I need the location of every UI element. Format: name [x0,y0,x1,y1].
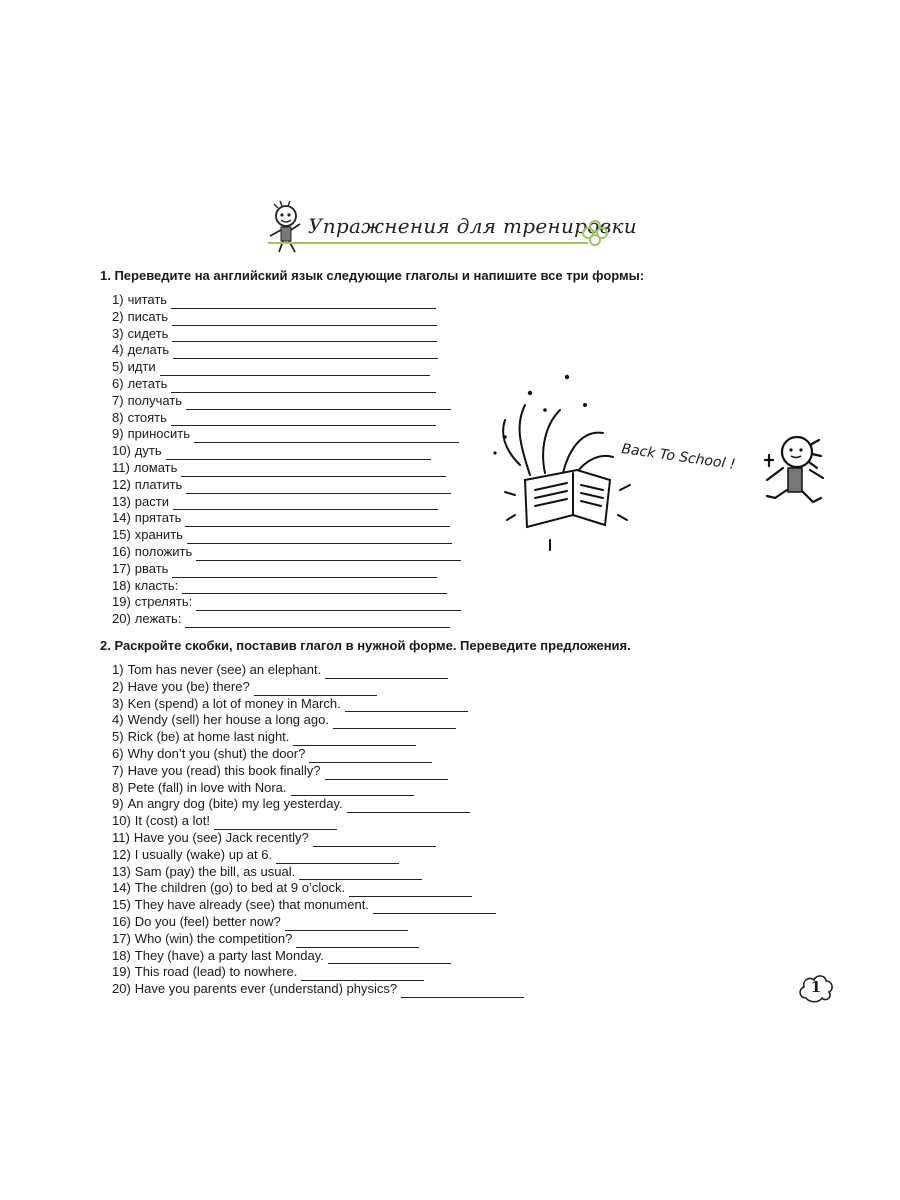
item-text: сидеть [127,325,169,341]
item-number: 6) [112,375,124,391]
illustration-caption: Back To School ! [620,441,737,473]
list-item [112,359,461,376]
answer-blank[interactable] [309,751,432,763]
section-banner [258,200,637,256]
item-text: Have you parents ever (understand) physics? [134,981,398,997]
list-item [112,292,461,309]
item-number: 2) [112,308,124,324]
exercise-2-list [112,662,524,998]
list-item [112,527,461,544]
item-number: 20) [112,611,131,627]
list-item [112,931,524,948]
list-item [112,712,524,729]
item-number: 12) [112,476,131,492]
item-number: 5) [112,729,124,745]
banner-underline [268,242,588,244]
answer-blank[interactable] [173,347,438,359]
item-text: приносить [127,426,190,442]
item-number: 6) [112,745,124,761]
item-text: дуть [134,443,162,459]
answer-blank[interactable] [172,330,437,342]
item-number: 13) [112,863,131,879]
item-number: 5) [112,359,124,375]
list-item [112,864,524,881]
answer-blank[interactable] [196,549,461,561]
item-number: 10) [112,813,131,829]
item-number: 11) [112,829,130,845]
answer-blank[interactable] [285,919,408,931]
item-text: положить [134,543,193,559]
item-number: 11) [112,459,130,475]
list-item [112,679,524,696]
answer-blank[interactable] [181,465,446,477]
list-item [112,561,461,578]
answer-blank[interactable] [173,498,438,510]
answer-blank[interactable] [345,700,468,712]
banner-title: Упражнения для тренировки [308,214,637,238]
item-number: 1) [112,662,124,677]
item-text: Have you (be) there? [127,678,250,694]
list-item [112,763,524,780]
item-number: 17) [112,560,131,576]
item-text: класть: [134,577,179,593]
answer-blank[interactable] [328,952,451,964]
item-number: 9) [112,796,124,812]
open-book-icon [485,365,635,555]
item-text: Rick (be) at home last night. [127,729,290,745]
item-text: Pete (fall) in love with Nora. [127,779,287,795]
list-item [112,948,524,965]
item-text: читать [127,292,168,307]
list-item [112,393,461,410]
item-text: расти [134,493,169,509]
item-number: 19) [112,964,131,980]
answer-blank[interactable] [182,582,447,594]
back-to-school-illustration [485,365,845,555]
list-item [112,796,524,813]
item-text: платить [134,476,183,492]
answer-blank[interactable] [299,868,422,880]
list-item [112,376,461,393]
answer-blank[interactable] [333,717,456,729]
list-item [112,746,524,763]
item-number: 14) [112,510,131,526]
item-number: 12) [112,846,131,862]
item-text: Ken (spend) a lot of money in March. [127,695,341,711]
item-text: I usually (wake) up at 6. [134,846,273,862]
answer-blank[interactable] [296,936,419,948]
answer-blank[interactable] [185,616,450,628]
list-item [112,830,524,847]
item-text: получать [127,392,183,408]
item-number: 13) [112,493,131,509]
item-text: Who (win) the competition? [134,930,293,946]
answer-blank[interactable] [185,515,450,527]
item-number: 1) [112,292,124,307]
list-item [112,342,461,359]
answer-blank[interactable] [325,667,448,679]
item-text: Have you (see) Jack recently? [133,829,309,845]
item-number: 4) [112,712,124,728]
item-text: Tom has never (see) an elephant. [127,662,322,677]
item-number: 16) [112,913,131,929]
item-text: Sam (pay) the bill, as usual. [134,863,296,879]
exercise-2-heading: 2. Раскройте скобки, поставив глагол в нужной форме. Переведите предложения. [100,638,631,653]
item-text: рвать [134,560,169,576]
list-item [112,309,461,326]
answer-blank[interactable] [254,684,377,696]
running-kid-icon [755,430,840,525]
answer-blank[interactable] [347,801,470,813]
list-item [112,981,524,998]
item-number: 15) [112,527,131,543]
item-number: 15) [112,897,131,913]
item-text: This road (lead) to nowhere. [134,964,298,980]
list-item [112,326,461,343]
list-item [112,897,524,914]
answer-blank[interactable] [194,431,459,443]
item-text: ломать [133,459,178,475]
item-number: 4) [112,342,124,358]
item-number: 16) [112,543,131,559]
list-item [112,544,461,561]
page-number-badge [796,970,836,1006]
answer-blank[interactable] [291,784,414,796]
answer-blank[interactable] [166,448,431,460]
answer-blank[interactable] [373,902,496,914]
answer-blank[interactable] [325,768,448,780]
item-text: It (cost) a lot! [134,813,210,829]
list-item [112,964,524,981]
item-text: стрелять: [134,594,193,610]
list-item [112,578,461,595]
list-item [112,594,461,611]
answer-blank[interactable] [214,818,337,830]
item-number: 18) [112,947,131,963]
flower-icon [580,216,610,250]
exercise-1-list [112,292,461,628]
answer-blank[interactable] [171,297,436,309]
answer-blank[interactable] [196,599,461,611]
exercise-1-heading: 1. Переведите на английский язык следующие глаголы и напишите все три формы: [100,268,645,283]
item-text: идти [127,359,156,375]
list-item [112,847,524,864]
answer-blank[interactable] [349,885,472,897]
item-number: 9) [112,426,124,442]
item-number: 20) [112,981,131,997]
list-item [112,611,461,628]
item-text: They (have) a party last Monday. [134,947,324,963]
item-text: Wendy (sell) her house a long ago. [127,712,329,728]
item-text: They have already (see) that monument. [134,897,369,913]
answer-blank[interactable] [186,482,451,494]
list-item [112,696,524,713]
list-item [112,662,524,679]
item-number: 10) [112,443,131,459]
answer-blank[interactable] [401,986,524,998]
item-text: An angry dog (bite) my leg yesterday. [127,796,343,812]
item-number: 19) [112,594,131,610]
list-item [112,426,461,443]
list-item [112,510,461,527]
item-text: летать [127,375,168,391]
list-item [112,914,524,931]
item-text: лежать: [134,611,182,627]
item-number: 8) [112,779,124,795]
list-item [112,477,461,494]
page-number: 1 [810,978,822,996]
item-number: 3) [112,695,124,711]
stick-figure-icon [258,200,308,256]
item-text: Why don’t you (shut) the door? [127,745,306,761]
item-text: хранить [134,527,183,543]
item-text: The children (go) to bed at 9 o’clock. [134,880,346,896]
item-text: Have you (read) this book finally? [127,762,321,778]
list-item [112,460,461,477]
answer-blank[interactable] [172,314,437,326]
list-item [112,780,524,797]
answer-blank[interactable] [187,532,452,544]
item-text: писать [127,308,169,324]
item-text: прятать [134,510,182,526]
list-item [112,410,461,427]
answer-blank[interactable] [276,852,399,864]
list-item [112,813,524,830]
answer-blank[interactable] [313,835,436,847]
item-number: 14) [112,880,131,896]
list-item [112,494,461,511]
item-number: 8) [112,409,124,425]
item-text: делать [127,342,170,358]
list-item [112,729,524,746]
answer-blank[interactable] [171,381,436,393]
answer-blank[interactable] [301,969,424,981]
answer-blank[interactable] [171,414,436,426]
list-item [112,443,461,460]
item-number: 7) [112,392,124,408]
answer-blank[interactable] [160,364,430,376]
answer-blank[interactable] [293,734,416,746]
item-number: 3) [112,325,124,341]
answer-blank[interactable] [186,398,451,410]
answer-blank[interactable] [172,566,437,578]
item-text: Do you (feel) better now? [134,913,281,929]
list-item [112,880,524,897]
item-number: 18) [112,577,131,593]
item-number: 7) [112,762,124,778]
item-text: стоять [127,409,167,425]
item-number: 17) [112,930,131,946]
item-number: 2) [112,678,124,694]
